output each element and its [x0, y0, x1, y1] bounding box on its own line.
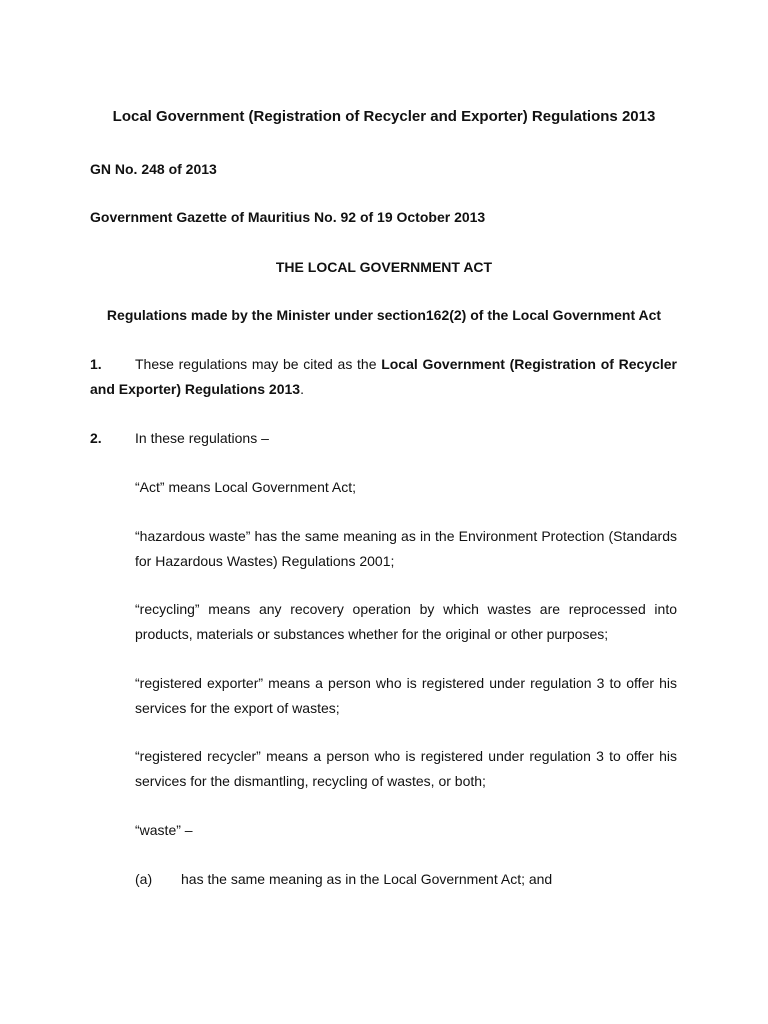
definition-registered-exporter-line-1: “registered exporter” means a person who is registered under regulation 3 to offer his — [135, 675, 677, 691]
regulation-1-text-start: These regulations may be cited as the — [135, 356, 382, 372]
regulation-number: 2. — [90, 430, 102, 446]
regulation-1-line-2 — [90, 377, 304, 401]
gn-number: GN No. 248 of 2013 — [90, 161, 217, 177]
made-by-statement: Regulations made by the Minister under section162(2) of the Local Government Act — [106, 307, 662, 323]
definition-hazardous-waste-line-1: “hazardous waste” has the same meaning as in the Environment Protection (Standards — [135, 528, 677, 544]
regulation-1-text-end: . — [300, 381, 304, 397]
definition-registered-exporter-line-2: services for the export of wastes; — [135, 700, 340, 716]
regulation-1-title-part-2: and Exporter) Regulations 2013 — [90, 381, 301, 397]
regulation-number: 1. — [90, 356, 102, 372]
definition-recycling-line-1: “recycling” means any recovery operation by which wastes are reprocessed into — [135, 601, 677, 617]
document-title: Local Government (Registration of Recycler and Exporter) Regulations 2013 — [112, 108, 656, 125]
act-heading: THE LOCAL GOVERNMENT ACT — [275, 259, 493, 275]
regulation-1-title-part-1: Local Government (Registration of Recycler — [381, 356, 677, 372]
definition-act: “Act” means Local Government Act; — [135, 479, 356, 495]
definition-registered-recycler-line-2: services for the dismantling, recycling of wastes, or both; — [135, 773, 486, 789]
definition-waste: “waste” – — [135, 822, 193, 838]
regulation-1-line-1 — [135, 352, 677, 376]
waste-item-label: (a) — [135, 871, 153, 887]
waste-item-text: has the same meaning as in the Local Government Act; and — [181, 871, 553, 887]
regulation-2-intro: In these regulations – — [135, 430, 269, 446]
definition-recycling-line-2: products, materials or substances whether for the original or other purposes; — [135, 626, 609, 642]
definition-registered-recycler-line-1: “registered recycler” means a person who is registered under regulation 3 to offer his — [135, 748, 677, 764]
definition-hazardous-waste-line-2: for Hazardous Wastes) Regulations 2001; — [135, 553, 395, 569]
gazette-reference: Government Gazette of Mauritius No. 92 of 19 October 2013 — [90, 209, 486, 225]
